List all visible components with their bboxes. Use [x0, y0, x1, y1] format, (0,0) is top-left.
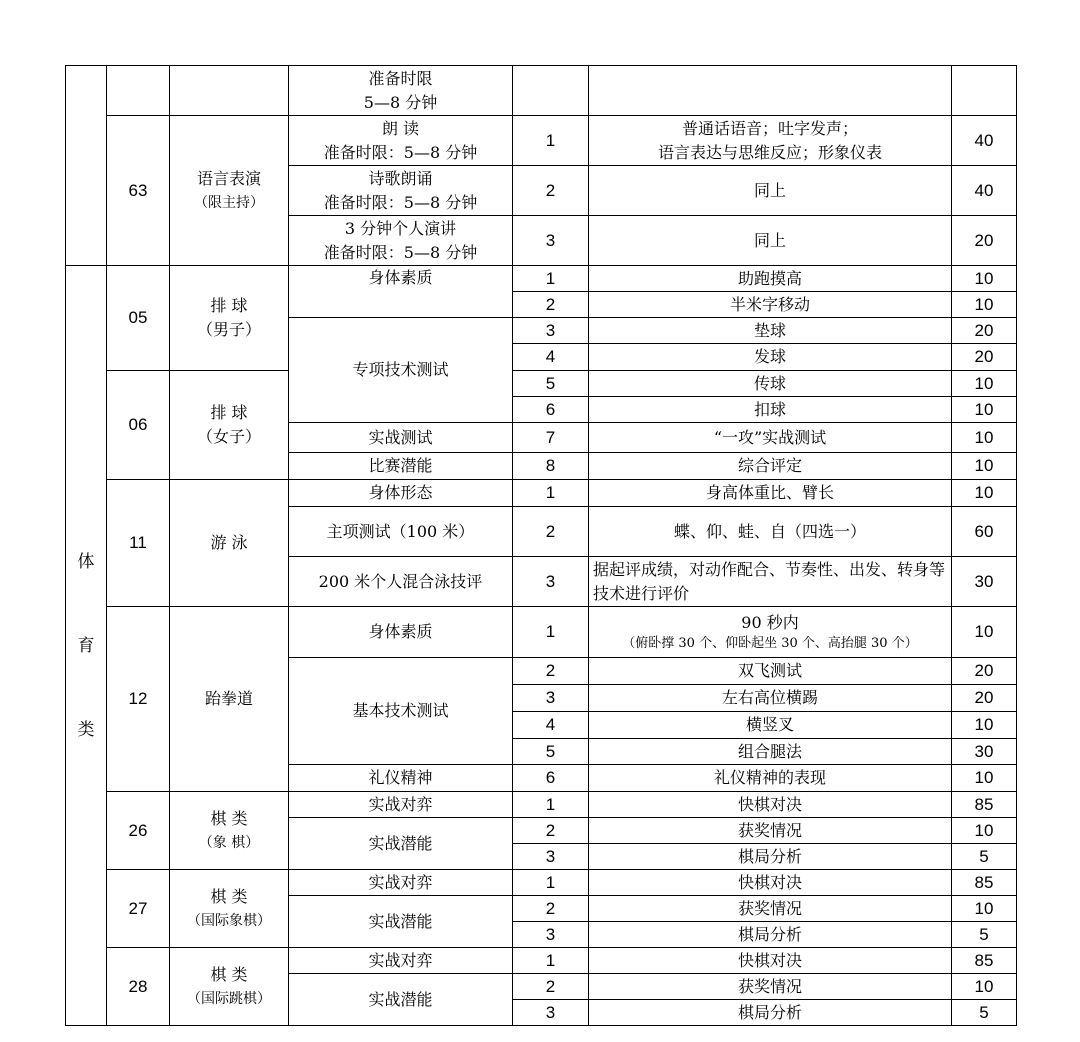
score-cell: 5	[952, 844, 1017, 870]
content-cell: 传球	[589, 371, 952, 397]
score-cell: 10	[952, 292, 1017, 318]
item-cell	[170, 870, 289, 948]
method-cell: 实战对弈	[289, 948, 513, 974]
method-cell: 实战对弈	[289, 792, 513, 818]
item-name: 排 球	[210, 296, 248, 315]
item-name: 棋 类	[210, 808, 248, 828]
number-cell: 2	[513, 507, 589, 557]
method-cell: 基本技术测试	[289, 658, 513, 765]
score-cell: 20	[952, 685, 1017, 712]
number-cell: 3	[513, 318, 589, 344]
content-cell: 横竖叉	[589, 712, 952, 739]
number-cell: 1	[513, 870, 589, 896]
code-cell: 26	[107, 792, 170, 870]
content-cell: “一攻”实战测试	[589, 423, 952, 453]
number-cell: 1	[513, 948, 589, 974]
content-text: 语言表达与思维反应；形象仪表	[657, 142, 882, 162]
category-cell-sports	[66, 266, 107, 1026]
number-cell: 4	[513, 344, 589, 371]
item-name: 棋 类	[210, 964, 248, 984]
content-cell: 扣球	[589, 397, 952, 423]
method-cell: 实战测试	[289, 423, 513, 453]
content-cell: 棋局分析	[589, 1000, 952, 1026]
content-cell: 棋局分析	[589, 844, 952, 870]
content-cell: 助跑摸高	[589, 266, 952, 292]
number-cell: 2	[513, 818, 589, 844]
table-row	[66, 480, 1017, 507]
item-sub: （象 棋）	[198, 834, 260, 851]
content-text: 90 秒内	[741, 613, 799, 632]
number-cell: 3	[513, 1000, 589, 1026]
table-row	[66, 371, 1017, 397]
number-cell: 5	[513, 739, 589, 765]
number-cell: 3	[513, 216, 589, 266]
item-cell	[170, 948, 289, 1026]
number-cell	[513, 66, 589, 116]
content-cell: 半米字移动	[589, 292, 952, 318]
number-cell: 2	[513, 658, 589, 685]
table-row	[66, 870, 1017, 896]
content-cell: 据起评成绩，对动作配合、节奏性、出发、转身等技术进行评价	[589, 557, 952, 607]
score-cell	[952, 66, 1017, 116]
score-cell: 10	[952, 453, 1017, 480]
number-cell: 2	[513, 166, 589, 216]
method-cell: 主项测试（100 米）	[289, 507, 513, 557]
number-cell: 1	[513, 266, 589, 292]
score-cell: 85	[952, 870, 1017, 896]
content-cell: 快棋对决	[589, 870, 952, 896]
content-text: 普通话语音；吐字发声；	[681, 118, 858, 138]
item-cell	[170, 792, 289, 870]
content-cell: 同上	[589, 166, 952, 216]
score-cell: 5	[952, 922, 1017, 948]
table-row	[66, 66, 1017, 116]
content-cell: 快棋对决	[589, 948, 952, 974]
code-cell	[107, 66, 170, 116]
code-cell: 06	[107, 371, 170, 480]
method-cell: 礼仪精神	[289, 765, 513, 792]
item-sub: （男子）	[196, 320, 261, 339]
method-cell: 专项技术测试	[289, 318, 513, 423]
content-cell: 蝶、仰、蛙、自（四选一）	[589, 507, 952, 557]
method-cell: 身体素质	[289, 607, 513, 658]
score-cell: 30	[952, 557, 1017, 607]
number-cell: 6	[513, 397, 589, 423]
score-cell: 40	[952, 166, 1017, 216]
number-cell: 8	[513, 453, 589, 480]
score-cell: 10	[952, 397, 1017, 423]
item-cell: 跆拳道	[170, 607, 289, 792]
score-cell: 20	[952, 344, 1017, 371]
score-cell: 40	[952, 116, 1017, 166]
content-note: （俯卧撑 30 个、仰卧起坐 30 个、高抬腿 30 个）	[622, 636, 918, 651]
item-cell	[170, 266, 289, 371]
method-cell: 实战对弈	[289, 870, 513, 896]
method-cell: 比赛潜能	[289, 453, 513, 480]
code-cell: 63	[107, 116, 170, 266]
code-cell: 27	[107, 870, 170, 948]
item-name: 语言表演	[196, 168, 261, 188]
score-cell: 10	[952, 480, 1017, 507]
number-cell: 7	[513, 423, 589, 453]
number-cell: 5	[513, 371, 589, 397]
item-cell: 游 泳	[170, 480, 289, 607]
category-cell-top	[66, 66, 107, 266]
content-cell: 获奖情况	[589, 896, 952, 922]
content-cell: 发球	[589, 344, 952, 371]
number-cell: 6	[513, 765, 589, 792]
score-cell: 10	[952, 423, 1017, 453]
table-row	[66, 607, 1017, 658]
item-sub: （女子）	[196, 427, 261, 446]
number-cell: 3	[513, 844, 589, 870]
score-cell: 10	[952, 974, 1017, 1000]
item-cell	[170, 116, 289, 266]
item-cell	[170, 371, 289, 480]
category-char: 育	[77, 635, 95, 656]
content-cell: 棋局分析	[589, 922, 952, 948]
method-text: 准备时限	[368, 68, 433, 88]
content-cell: 双飞测试	[589, 658, 952, 685]
content-cell: 同上	[589, 216, 952, 266]
method-text: 3 分钟个人演讲	[344, 218, 457, 238]
table-row	[66, 266, 1017, 292]
number-cell: 2	[513, 974, 589, 1000]
method-cell: 身体素质	[289, 266, 513, 318]
method-cell	[289, 166, 513, 216]
method-text: 准备时限：5—8 分钟	[323, 242, 478, 262]
content-cell	[589, 116, 952, 166]
item-sub: （限主持）	[194, 194, 264, 211]
method-cell	[289, 216, 513, 266]
score-cell: 10	[952, 712, 1017, 739]
score-cell: 85	[952, 792, 1017, 818]
score-cell: 10	[952, 266, 1017, 292]
content-cell: 垫球	[589, 318, 952, 344]
method-cell: 实战潜能	[289, 818, 513, 870]
method-cell: 身体形态	[289, 480, 513, 507]
number-cell: 2	[513, 292, 589, 318]
item-sub: （国际象棋）	[187, 912, 271, 929]
score-cell: 85	[952, 948, 1017, 974]
code-cell: 28	[107, 948, 170, 1026]
table-row	[66, 116, 1017, 166]
method-text: 5—8 分钟	[363, 92, 438, 112]
content-cell	[589, 66, 952, 116]
item-sub: （国际跳棋）	[187, 990, 271, 1007]
score-cell: 10	[952, 818, 1017, 844]
score-cell: 10	[952, 896, 1017, 922]
method-text: 准备时限：5—8 分钟	[323, 142, 478, 162]
category-char: 类	[77, 719, 95, 740]
content-cell: 左右高位横踢	[589, 685, 952, 712]
score-cell: 20	[952, 318, 1017, 344]
number-cell: 2	[513, 896, 589, 922]
item-cell	[170, 66, 289, 116]
item-name: 棋 类	[210, 886, 248, 906]
score-cell: 30	[952, 739, 1017, 765]
number-cell: 1	[513, 116, 589, 166]
method-text: 诗歌朗诵	[368, 168, 433, 188]
number-cell: 3	[513, 922, 589, 948]
category-char: 体	[77, 551, 95, 572]
score-cell: 20	[952, 658, 1017, 685]
code-cell: 11	[107, 480, 170, 607]
number-cell: 3	[513, 557, 589, 607]
score-cell: 10	[952, 607, 1017, 658]
score-cell: 10	[952, 765, 1017, 792]
table-row	[66, 948, 1017, 974]
score-cell: 5	[952, 1000, 1017, 1026]
number-cell: 1	[513, 607, 589, 658]
method-text: 准备时限：5—8 分钟	[323, 192, 478, 212]
item-name: 排 球	[210, 403, 248, 422]
content-cell: 综合评定	[589, 453, 952, 480]
number-cell: 1	[513, 792, 589, 818]
number-cell: 3	[513, 685, 589, 712]
code-cell: 12	[107, 607, 170, 792]
content-cell: 组合腿法	[589, 739, 952, 765]
method-cell: 实战潜能	[289, 974, 513, 1026]
exam-table-page	[65, 65, 1017, 1026]
content-cell: 获奖情况	[589, 974, 952, 1000]
content-cell: 获奖情况	[589, 818, 952, 844]
method-cell	[289, 116, 513, 166]
score-cell: 20	[952, 216, 1017, 266]
table-row	[66, 792, 1017, 818]
content-cell	[589, 607, 952, 658]
score-cell: 60	[952, 507, 1017, 557]
number-cell: 4	[513, 712, 589, 739]
method-cell: 200 米个人混合泳技评	[289, 557, 513, 607]
score-cell: 10	[952, 371, 1017, 397]
exam-scoring-table	[65, 65, 1017, 1026]
content-cell: 礼仪精神的表现	[589, 765, 952, 792]
number-cell: 1	[513, 480, 589, 507]
method-cell: 实战潜能	[289, 896, 513, 948]
content-cell: 快棋对决	[589, 792, 952, 818]
code-cell: 05	[107, 266, 170, 371]
method-text: 朗 读	[381, 118, 420, 138]
content-cell: 身高体重比、臂长	[589, 480, 952, 507]
method-cell	[289, 66, 513, 116]
